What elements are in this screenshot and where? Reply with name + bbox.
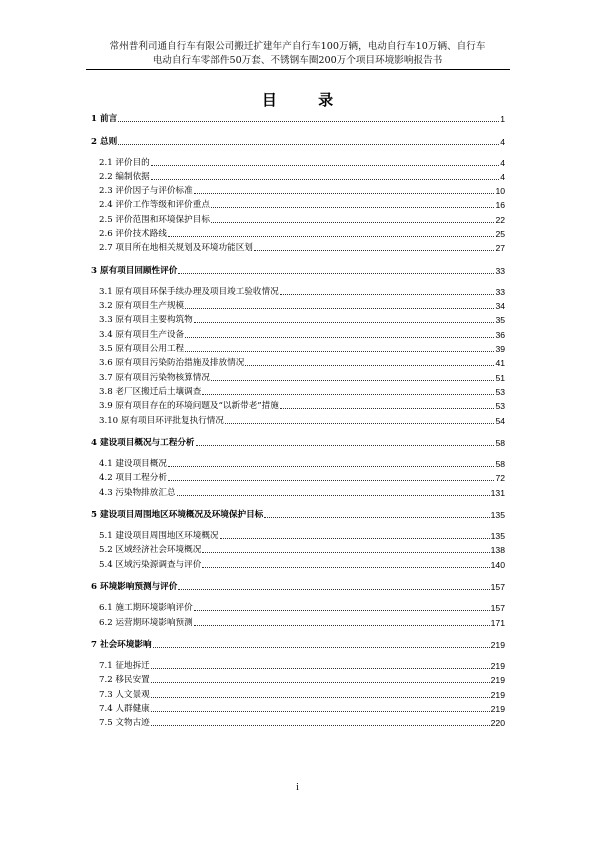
dot-leader xyxy=(185,336,494,338)
toc-entry-page: 157 xyxy=(490,603,505,614)
toc-entry-page: 54 xyxy=(495,415,505,426)
toc-entry-page: 58 xyxy=(495,459,505,469)
toc-entry-label: 2.1 评价目的 xyxy=(99,157,150,168)
page-header xyxy=(80,40,515,68)
page-number: i xyxy=(296,782,299,793)
toc-entry-page: 131 xyxy=(490,487,505,498)
toc-entry[interactable] xyxy=(99,470,505,484)
toc-entry[interactable] xyxy=(91,134,505,148)
dot-leader xyxy=(178,272,494,274)
toc-entry-page: 22 xyxy=(495,214,505,225)
toc-entry-label: 5.1 建设项目周围地区环境概况 xyxy=(99,531,219,542)
toc-entry-label: 2.4 评价工作等级和评价重点 xyxy=(99,200,210,211)
dot-leader xyxy=(211,206,495,208)
toc-entry-label: 7.2 移民安置 xyxy=(99,675,150,686)
toc-entry-page: 34 xyxy=(495,301,505,312)
toc-entry-label: 3.8 老厂区搬迁后土壤调查 xyxy=(99,386,202,397)
toc-entry[interactable] xyxy=(99,355,505,369)
toc-entry[interactable] xyxy=(99,398,505,412)
toc-entry-label: 3.3 原有项目主要构筑物 xyxy=(99,315,193,326)
toc-entry-page: 140 xyxy=(490,559,505,570)
dot-leader xyxy=(178,588,489,590)
dot-leader xyxy=(280,407,495,409)
toc-entry-label: 2.5 评价范围和环境保护目标 xyxy=(99,214,210,225)
toc-entry[interactable] xyxy=(99,298,505,312)
dot-leader xyxy=(194,321,495,323)
toc-entry-label: 7 社会环境影响 xyxy=(91,640,152,650)
toc-entry[interactable] xyxy=(91,435,505,449)
toc-entry[interactable] xyxy=(99,327,505,341)
toc-entry-page: 219 xyxy=(490,689,505,700)
toc-entry-page: 53 xyxy=(495,401,505,412)
dot-leader xyxy=(202,551,489,553)
toc-entry-label: 4.3 污染物排放汇总 xyxy=(99,487,176,498)
dot-leader xyxy=(151,164,499,166)
dot-leader xyxy=(151,681,490,683)
toc-entry[interactable] xyxy=(91,637,505,651)
toc-entry-page: 219 xyxy=(490,661,505,671)
toc-entry-label: 7.4 人群健康 xyxy=(99,703,150,714)
toc-entry[interactable] xyxy=(99,701,505,715)
dot-leader xyxy=(194,624,490,626)
toc-entry-label: 2.7 项目所在地相关规划及环境功能区划 xyxy=(99,243,253,254)
dot-leader xyxy=(254,249,495,251)
dot-leader xyxy=(185,350,494,352)
toc-entry-page: 135 xyxy=(490,531,505,542)
header-rule xyxy=(86,69,510,70)
toc-entry-page: 157 xyxy=(490,582,505,593)
toc-entry-label: 3.7 原有项目污染物核算情况 xyxy=(99,372,210,383)
toc-entry[interactable] xyxy=(91,579,505,593)
toc-entry-label: 4 建设项目概况与工程分析 xyxy=(91,438,195,448)
toc-entry[interactable] xyxy=(99,312,505,326)
toc-entry-page: 135 xyxy=(490,510,505,521)
toc-entry-label: 3.10 原有项目环评批复执行情况 xyxy=(99,415,224,426)
toc-entry-page: 10 xyxy=(495,186,505,197)
toc-entry[interactable] xyxy=(99,384,505,398)
toc-entry-label: 3.2 原有项目生产规模 xyxy=(99,301,185,312)
dot-leader xyxy=(202,393,494,395)
toc-entry-page: 51 xyxy=(495,372,505,383)
toc-entry[interactable] xyxy=(99,658,505,672)
dot-leader xyxy=(151,696,490,698)
dot-leader xyxy=(194,609,490,611)
dot-leader xyxy=(168,479,494,481)
dot-leader xyxy=(211,221,495,223)
dot-leader xyxy=(118,120,499,122)
toc-entry-label: 5.2 区域经济社会环境概况 xyxy=(99,545,202,556)
toc-entry-label: 7.3 人文景观 xyxy=(99,689,150,700)
dot-leader xyxy=(245,364,494,366)
toc-entry-page: 27 xyxy=(495,243,505,254)
toc-entry[interactable] xyxy=(99,284,505,298)
toc-entry[interactable] xyxy=(99,226,505,240)
header-line-2: 电动自行车零部件50万套、不锈钢车圈200万个项目环境影响报告书 xyxy=(152,55,443,66)
toc-entry[interactable] xyxy=(99,155,505,169)
dot-leader xyxy=(211,379,495,381)
toc-entry-page: 33 xyxy=(495,286,505,297)
toc-entry-page: 16 xyxy=(495,200,505,211)
toc-entry-label: 1 前言 xyxy=(91,114,118,124)
toc-entry-page: 25 xyxy=(495,229,505,239)
toc-entry-page: 220 xyxy=(490,718,505,729)
toc-entry-label: 2 总则 xyxy=(91,136,118,147)
toc-entry-label: 7.5 文物古迹 xyxy=(99,718,150,729)
dot-leader xyxy=(280,293,495,295)
toc-entry-page: 219 xyxy=(490,640,505,650)
dot-leader xyxy=(194,192,495,194)
toc-entry[interactable] xyxy=(99,687,505,701)
toc-entry-page: 58 xyxy=(495,438,505,448)
toc-entry-label: 2.3 评价因子与评价标准 xyxy=(99,186,193,197)
toc-entry[interactable] xyxy=(99,672,505,686)
toc-entry-label: 4.1 建设项目概况 xyxy=(99,459,167,469)
toc-entry-page: 39 xyxy=(495,344,505,354)
dot-leader xyxy=(220,537,490,539)
toc-entry-label: 6 环境影响预测与评价 xyxy=(91,582,178,593)
dot-leader xyxy=(177,494,490,496)
dot-leader xyxy=(196,444,495,446)
toc-entry-label: 6.2 运营期环境影响预测 xyxy=(99,617,193,628)
dot-leader xyxy=(185,307,494,309)
toc-entry-page: 36 xyxy=(495,329,505,340)
toc-entry-label: 3.6 原有项目污染防治措施及排放情况 xyxy=(99,358,245,369)
toc-entry[interactable] xyxy=(99,528,505,542)
dot-leader xyxy=(225,422,494,424)
toc-entry-label: 5.4 区域污染源调查与评价 xyxy=(99,559,202,570)
toc-entry-page: 219 xyxy=(490,675,505,686)
toc-entry[interactable] xyxy=(99,212,505,226)
toc-entry[interactable] xyxy=(91,507,505,521)
toc-entry[interactable] xyxy=(99,615,505,629)
toc-entry-page: 4 xyxy=(500,136,505,147)
toc-entry[interactable] xyxy=(91,263,505,277)
toc-entry-page: 4 xyxy=(500,157,505,168)
toc-entry-label: 2.2 编制依据 xyxy=(99,171,150,182)
dot-leader xyxy=(151,178,499,180)
toc-entry[interactable] xyxy=(91,111,505,125)
toc-entry-label: 3 原有项目回顾性评价 xyxy=(91,265,178,276)
toc-entry[interactable] xyxy=(99,557,505,571)
toc-entry-page: 35 xyxy=(495,315,505,326)
dot-leader xyxy=(168,465,494,467)
toc-entry-page: 41 xyxy=(495,358,505,369)
toc-entry[interactable] xyxy=(99,600,505,614)
toc-entry-label: 3.5 原有项目公用工程 xyxy=(99,344,185,354)
toc-entry-label: 3.4 原有项目生产设备 xyxy=(99,329,185,340)
toc-entry[interactable] xyxy=(99,413,505,427)
toc-entry-label: 7.1 征地拆迁 xyxy=(99,661,150,671)
toc-entry-label: 3.1 原有项目环保手续办理及项目竣工验收情况 xyxy=(99,286,279,297)
dot-leader xyxy=(151,710,490,712)
toc-entry[interactable] xyxy=(99,183,505,197)
dot-leader xyxy=(202,566,489,568)
dot-leader xyxy=(168,235,494,237)
toc-entry-label: 2.6 评价技术路线 xyxy=(99,229,167,239)
toc-entry[interactable] xyxy=(99,169,505,183)
toc-entry-label: 6.1 施工期环境影响评价 xyxy=(99,603,193,614)
toc-entry-page: 53 xyxy=(495,386,505,397)
toc-entry-page: 72 xyxy=(495,473,505,484)
toc-entry-page: 171 xyxy=(490,617,505,628)
toc-entry[interactable] xyxy=(99,370,505,384)
toc-entry-label: 3.9 原有项目存在的环境问题及“以新带老”措施 xyxy=(99,401,279,412)
dot-leader xyxy=(118,143,499,145)
dot-leader xyxy=(264,516,489,518)
dot-leader xyxy=(151,667,490,669)
toc-entry-page: 138 xyxy=(490,545,505,556)
toc-entry-page: 33 xyxy=(495,265,505,276)
toc-entry-label: 4.2 项目工程分析 xyxy=(99,473,167,484)
header-line-1: 常州普利司通自行车有限公司搬迁扩建年产自行车100万辆，电动自行车10万辆、自行车 xyxy=(109,41,486,52)
toc-entry-page: 1 xyxy=(500,114,505,124)
toc-title: 目 录 xyxy=(261,91,352,109)
toc-entry[interactable] xyxy=(99,485,505,499)
dot-leader xyxy=(151,724,490,726)
toc-entry[interactable] xyxy=(99,341,505,355)
toc-entry-page: 219 xyxy=(490,703,505,714)
toc-entry[interactable] xyxy=(99,197,505,211)
dot-leader xyxy=(153,646,490,648)
toc-entry[interactable] xyxy=(99,456,505,470)
toc-entry-page: 4 xyxy=(500,171,505,182)
toc-entry[interactable] xyxy=(99,542,505,556)
toc-entry-label: 5 建设项目周围地区环境概况及环境保护目标 xyxy=(91,510,264,521)
toc-entry[interactable] xyxy=(99,715,505,729)
toc-entry[interactable] xyxy=(99,240,505,254)
